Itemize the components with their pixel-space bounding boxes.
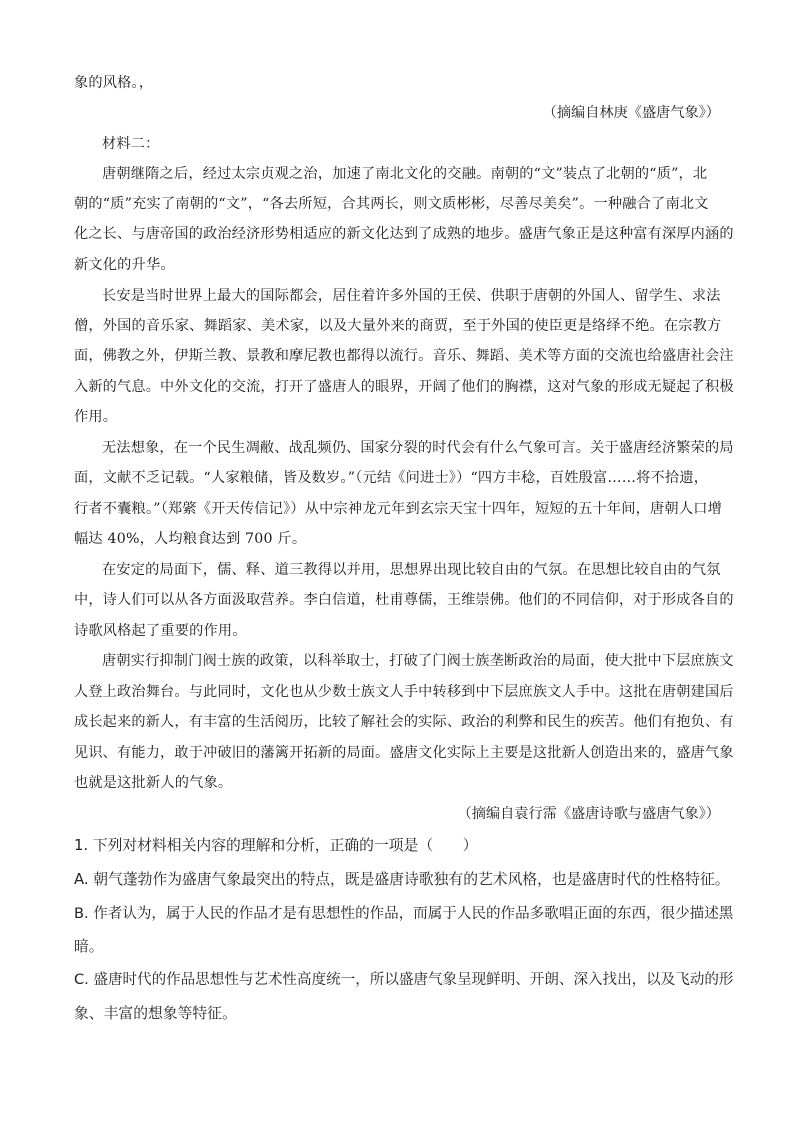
paragraph-5-line: 唐朝实行抑制门阀士族的政策，以科举取士，打破了门阀士族垄断政治的局面，使大批中下层庶族文 xyxy=(102,653,734,669)
paragraph-2-line: 入新的气息。中外文化的交流，打开了盛唐人的眼界，开阔了他们的胸襟，这对气象的形成无疑起了积极 xyxy=(74,379,734,395)
paragraph-2-line: 僧，外国的音乐家、舞蹈家、美术家，以及大量外来的商贾，至于外国的使臣更是络绎不绝。在宗教方 xyxy=(74,318,722,334)
material2-source: （摘编自袁行霈《盛唐诗歌与盛唐气象》） xyxy=(457,806,720,822)
paragraph-2-line: 面，佛教之外，伊斯兰教、景教和摩尼教也都得以流行。音乐、舞蹈、美术等方面的交流也给盛唐社会注 xyxy=(74,348,734,364)
option-b-line: B. 作者认为，属于人民的作品才是有思想性的作品，而属于人民的作品多歌唱正面的东西，很少描述黑 xyxy=(74,905,734,922)
paragraph-4-line: 在安定的局面下，儒、释、道三教得以并用，思想界出现比较自由的气氛。在思想比较自由的气氛 xyxy=(102,562,721,578)
paragraph-4-line: 诗歌风格起了重要的作用。 xyxy=(74,623,247,639)
option-b-line: 暗。 xyxy=(74,938,104,955)
option-a: A. 朝气蓬勃作为盛唐气象最突出的特点，既是盛唐诗歌独有的艺术风格，也是盛唐时代的性格特征。 xyxy=(74,871,730,888)
paragraph-1-line: 新文化的升华。 xyxy=(74,257,175,273)
paragraph-5-line: 也就是这批新人的气象。 xyxy=(74,775,233,791)
paragraph-1-line: 化之长、与唐帝国的政治经济形势相适应的新文化达到了成熟的地步。盛唐气象正是这种富有深厚内涵的 xyxy=(74,226,734,242)
paragraph-4-line: 中，诗人们可以从各方面汲取营养。李白信道，杜甫尊儒，王维崇佛。他们的不同信仰，对于形成各自的 xyxy=(74,592,734,608)
material1-tail: 象的风格。， xyxy=(74,75,154,91)
paragraph-5-line: 成长起来的新人，有丰富的生活阅历，比较了解社会的实际、政治的利弊和民生的疾苦。他们有抱负、有 xyxy=(74,714,734,730)
option-c-line: C. 盛唐时代的作品思想性与艺术性高度统一，所以盛唐气象呈现鲜明、开朗、深入找出，以及飞动的形 xyxy=(74,971,734,988)
paragraph-5-line: 见识、有能力，敢于冲破旧的藩篱开拓新的局面。盛唐文化实际上主要是这批新人创造出来的，盛唐气象 xyxy=(74,745,734,761)
question-stem: 1. 下列对材料相关内容的理解和分析，正确的一项是（ ） xyxy=(74,837,478,854)
material1-source: （摘编自林庚《盛唐气象》） xyxy=(542,105,720,121)
option-c-line: 象、丰富的想象等特征。 xyxy=(74,1005,237,1022)
paragraph-1-line: 朝的“质”充实了南朝的“文”，“各去所短，合其两长，则文质彬彬，尽善尽美矣”。一种融合了南北文 xyxy=(74,196,709,212)
paragraph-1-line: 唐朝继隋之后，经过太宗贞观之治，加速了南北文化的交融。南朝的“文”装点了北朝的“质”，北 xyxy=(102,166,708,182)
paragraph-2-line: 作用。 xyxy=(74,409,118,425)
paragraph-5-line: 人登上政治舞台。与此同时，文化也从少数士族文人手中转移到中下层庶族文人手中。这批在唐朝建国后 xyxy=(74,684,734,700)
paragraph-3-line: 无法想象，在一个民生凋敝、战乱频仍、国家分裂的时代会有什么气象可言。关于盛唐经济繁荣的局 xyxy=(102,440,734,456)
paragraph-3-line: 面，文献不乏记载。“人家粮储，皆及数岁。”（元结《问进士》）“四方丰稔，百姓殷富……将不拾遗， xyxy=(74,470,709,486)
material2-title: 材料二： xyxy=(102,136,160,152)
paragraph-3-line: 幅达 40%，人均粮食达到 700 斤。 xyxy=(74,531,307,547)
paragraph-3-line: 行者不囊粮。”（郑綮《开天传信记》）从中宗神龙元年到玄宗天宝十四年，短短的五十年间，唐朝人口增 xyxy=(74,501,722,517)
paragraph-2-line: 长安是当时世界上最大的国际都会，居住着许多外国的王侯、供职于唐朝的外国人、留学生、求法 xyxy=(102,288,721,304)
